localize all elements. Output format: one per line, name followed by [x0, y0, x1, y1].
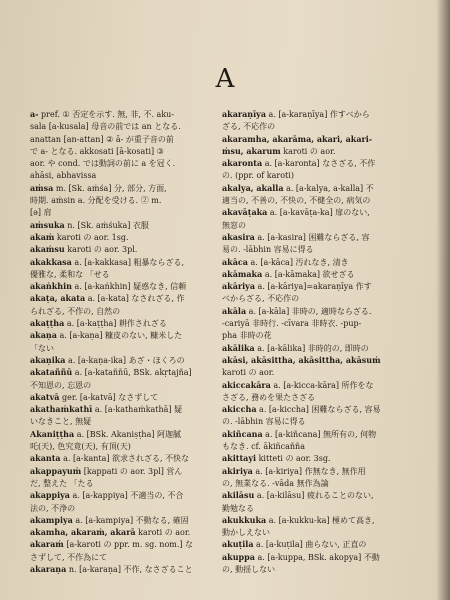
definition-text: a. [a-kanta] 欲求されざる, 不快な	[60, 454, 190, 464]
entry-line	[222, 145, 412, 157]
entry-line	[30, 182, 220, 194]
right-column	[222, 108, 412, 575]
definition-text: a. [a-kāla] 非時の, 適時ならざる.	[246, 306, 372, 316]
definition-text: aor. や cond. では動詞の前に a を冠く.	[30, 159, 176, 169]
headword: akilāsu	[222, 490, 255, 501]
entry-line	[30, 440, 220, 452]
headword: akataññū	[30, 367, 73, 378]
definition-text: karoti の aor. 1sg.	[54, 232, 129, 242]
definition-text: 不知恩の, 忘恩の	[30, 380, 92, 390]
headword: aṁsuka	[30, 219, 65, 230]
entry-line	[222, 243, 412, 255]
definition-text: 時期. aṁsin a. 分配を受ける. ② m.	[30, 196, 162, 206]
definition-text: 無窓の	[222, 220, 246, 230]
definition-text: pha 非時の花	[222, 331, 272, 341]
headword: akaṅkhin	[30, 281, 72, 292]
entry-line	[30, 403, 220, 415]
definition-text: 吒(天), 色究竟(天), 有頂(天)	[30, 442, 131, 452]
definition-text: a. [a-kaṇa-ika] あざ・ほくろの	[65, 355, 185, 365]
entry-line	[222, 403, 412, 415]
entry-line	[30, 219, 220, 231]
entry-line	[30, 133, 220, 145]
section-letter: A	[215, 64, 235, 94]
entry-line	[30, 329, 220, 341]
definition-text: 易の. -lābhin 容易に得る	[222, 245, 314, 255]
headword: akappayuṁ	[30, 465, 82, 476]
entry-line	[30, 551, 220, 563]
definition-text: べからざる, 不応作の	[222, 294, 300, 304]
headword: akavāṭaka	[222, 207, 268, 218]
entry-line	[30, 194, 220, 206]
definition-text: a. [a-kataññū, BSk. akṛtajña]	[72, 368, 192, 378]
definition-text: 勤勉なる	[222, 503, 254, 513]
entry-line	[222, 391, 412, 403]
headword: akanta	[30, 453, 61, 464]
definition-text: a. [a-karaṇīya] 作すべから	[266, 110, 370, 119]
entry-line	[30, 317, 220, 329]
definition-text: さずして, 不作為にて	[30, 552, 108, 562]
entry-line	[30, 489, 220, 501]
entry-line	[222, 551, 412, 563]
definition-text: karoti の aor.	[280, 146, 336, 156]
definition-text: [ǝ] 肩	[30, 208, 52, 218]
definition-text: ahāsi, abhavissa	[30, 171, 97, 181]
headword: akiñcana	[222, 428, 263, 439]
entry-line	[222, 268, 412, 280]
definition-text: pref. ① 否定を示す. 無, 非, 不. aku-	[38, 110, 175, 119]
entry-line	[30, 563, 220, 575]
left-column	[30, 108, 220, 575]
entry-line	[222, 563, 412, 575]
headword: akiriya	[222, 465, 253, 476]
definition-text: で a- となる. akkosati [ā-kosati] ③	[30, 146, 164, 156]
definition-text: a. [a-kukku-ka] 極めて高き,	[266, 515, 375, 525]
headword: akasira	[222, 231, 255, 242]
entry-line	[30, 477, 220, 489]
entry-line	[222, 415, 412, 427]
headword: akaṭṭha	[30, 318, 65, 329]
definition-text: a. [a-kuṭila] 曲らない, 正直の	[253, 540, 367, 550]
entry-line	[222, 317, 412, 329]
entry-line	[222, 329, 412, 341]
entry-line	[222, 477, 412, 489]
definition-text: 「ない	[30, 343, 54, 353]
entry-line	[222, 182, 412, 194]
entry-line	[30, 231, 220, 243]
entry-line	[222, 502, 412, 514]
definition-text: a. [a-kāriya]=akaraṇīya 作す	[255, 282, 372, 292]
definition-text: の, 動揺しない	[222, 564, 276, 574]
headword: akaṁsu	[30, 244, 65, 255]
entry-line	[222, 133, 412, 145]
entry-line	[222, 354, 412, 366]
definition-text: a. [a-kiñcana] 無所有の, 何物	[262, 429, 377, 439]
headword: akittayi	[222, 453, 257, 464]
definition-text: a. [a-kaṅkhin] 疑惑なき, 信頼	[71, 282, 187, 292]
entry-line	[222, 206, 412, 218]
definition-text: a. [a-kalya, a-kalla] 不	[283, 183, 374, 193]
definition-text: n. [a-karaṇa] 不作, なさざること	[66, 564, 193, 574]
definition-text: a. [a-kāmaka] 欲せざる	[262, 269, 355, 279]
definition-text: a. [a-kuppa, BSk. akopya] 不動	[254, 552, 380, 562]
headword: akamha, akaraṁ, akarā	[30, 527, 136, 538]
entry-line	[222, 514, 412, 526]
entry-line	[222, 219, 412, 231]
headword: akāriya	[222, 281, 255, 292]
definition-text: a. [a-kathaṁkathā] 疑	[92, 405, 183, 415]
entry-line	[30, 120, 220, 132]
entry-line	[30, 502, 220, 514]
headword: akiccha	[222, 404, 257, 415]
definition-text: a. [BSk. Akaniṣṭha] 阿迦膩	[74, 429, 182, 439]
definition-text: a. [a-kakkasa] 粗暴ならざる,	[71, 257, 185, 267]
definition-text: kitteti の aor. 3sg.	[256, 454, 331, 464]
definition-text: a. [a-kampiya] 不動なる, 確固	[72, 515, 189, 525]
entry-line	[222, 366, 412, 378]
definition-text: a. [a-kilāsu] 疲れることのない,	[254, 491, 374, 501]
headword: akuṭila	[222, 539, 254, 550]
entry-line	[222, 465, 412, 477]
entry-line	[30, 526, 220, 538]
entry-line	[30, 157, 220, 169]
entry-line	[30, 391, 220, 403]
headword: akāmaka	[222, 268, 263, 279]
entry-line	[30, 354, 220, 366]
entry-line	[222, 157, 412, 169]
definition-text: a. [a-kiriya] 作無なき, 無作用	[252, 466, 366, 476]
entry-line	[30, 465, 220, 477]
headword: akuppa	[222, 551, 255, 562]
entry-line	[30, 538, 220, 550]
definition-text: a. [a-kālika] 非時的の, 即時の	[254, 343, 369, 353]
headword: akaṇa	[30, 330, 57, 341]
entry-line	[30, 280, 220, 292]
definition-text: 法の, 不浄の	[30, 503, 76, 513]
headword: akalya, akalla	[222, 182, 284, 193]
definition-text: 動かしえない	[222, 528, 270, 538]
definition-text: いなきこと, 無疑	[30, 417, 92, 427]
definition-text: a. [a-kāca] 汚れなき, 清き	[247, 257, 349, 267]
headword: akaraṁ	[30, 539, 64, 550]
definition-text: a. [a-kaṇa] 糠皮のない, 糠米した	[56, 331, 183, 341]
entry-line	[30, 145, 220, 157]
page-edge-shadow	[436, 0, 450, 600]
headword: akatvā	[30, 391, 60, 402]
definition-text: a. [a-kiccha] 困難ならざる, 容易	[256, 405, 381, 415]
entry-line	[222, 292, 412, 304]
entry-line	[222, 526, 412, 538]
definition-text: m. [Sk. aṁśa] 分, 部分, 方面,	[53, 183, 167, 193]
entry-line	[30, 243, 220, 255]
entry-line	[30, 256, 220, 268]
definition-text: a. [a-kicca-kāra] 所作をな	[270, 380, 374, 390]
headword: akaramha, akarāma, akari, akari-	[222, 133, 373, 144]
headword: akaraṇa	[30, 563, 67, 574]
headword: akaṭa, akata	[30, 293, 86, 304]
entry-line	[222, 108, 412, 120]
definition-text: a. [a-kappiya] 不適当の, 不合	[69, 491, 184, 501]
definition-text: ざる, 不応作の	[222, 122, 276, 132]
headword: akāsi, akāsittha, akāsittha, akāsuṁ	[222, 354, 381, 365]
headword: akappiya	[30, 490, 70, 501]
entry-line	[30, 292, 220, 304]
entry-line	[222, 120, 412, 132]
headword: ṁsu, akarum	[222, 145, 281, 156]
definition-text: sala [a-kusala] 母音の前では an となる.	[30, 122, 181, 132]
definition-text: -cariyā 非時行. -cīvara 非時衣. -pup-	[222, 319, 362, 329]
headword: akakkasa	[30, 256, 72, 267]
definition-text: られざる, 不作の, 自然の	[30, 306, 121, 316]
definition-text: a. [a-karonta] なさざる, 不作	[262, 159, 376, 169]
entry-line	[222, 231, 412, 243]
definition-text: 優雅な, 柔和な 「せる	[30, 269, 110, 279]
headword: aṁsa	[30, 182, 54, 193]
definition-text: もなき. cf. ākiñcañña	[222, 442, 305, 452]
headword: akaṁ	[30, 231, 55, 242]
headword: akathaṁkathī	[30, 404, 93, 415]
entry-line	[222, 489, 412, 501]
headword: akukkuka	[222, 514, 267, 525]
entry-line	[222, 256, 412, 268]
definition-text: [kappati の aor. 3pl] 営ん	[81, 466, 183, 476]
entry-line	[30, 415, 220, 427]
definition-text: の, 無業なる. -vāda 無作為論	[222, 478, 329, 488]
definition-text: ger. [a-katvā] なさずして	[59, 392, 159, 402]
entry-line	[222, 538, 412, 550]
definition-text: a. [a-kavāṭa-ka] 扉のない,	[267, 208, 370, 218]
headword: akaronta	[222, 158, 263, 169]
definition-text: a. [a-kaṭṭha] 耕作されざる	[64, 319, 167, 329]
entry-line	[30, 452, 220, 464]
headword: Akaniṭṭha	[30, 428, 75, 439]
entry-line	[222, 194, 412, 206]
headword: akaṇika	[30, 354, 66, 365]
entry-line	[222, 305, 412, 317]
definition-text: karoti の aor.	[222, 368, 275, 378]
entry-line	[222, 440, 412, 452]
definition-text: だ, 整えた 「たる	[30, 478, 94, 488]
entry-line	[222, 452, 412, 464]
headword: a-	[30, 109, 39, 119]
definition-text: karoti の aor.	[135, 528, 191, 538]
entry-line	[30, 169, 220, 181]
headword: akiccakāra	[222, 379, 271, 390]
entry-line	[30, 108, 220, 120]
definition-text: karoti の aor. 3pl.	[64, 245, 138, 255]
definition-text: の. (ppr. of karoti)	[222, 171, 294, 181]
entry-line	[222, 379, 412, 391]
entry-line	[30, 206, 220, 218]
definition-text: a. [a-kasira] 困難ならざる, 容	[254, 232, 370, 242]
entry-line	[30, 514, 220, 526]
entry-line	[30, 366, 220, 378]
headword: akālika	[222, 342, 255, 353]
definition-text: anattan [an-attan] ② ā- が重子音の前	[30, 134, 174, 144]
definition-text: 適当の, 不善の, 不快の, 不健全の, 病気の	[222, 196, 371, 206]
headword: akāla	[222, 305, 247, 316]
headword: akaraṇīya	[222, 109, 266, 119]
entry-line	[222, 428, 412, 440]
headword: akāca	[222, 256, 248, 267]
headword: akampiya	[30, 514, 73, 525]
definition-text: の. -lābhin 容易に得る	[222, 417, 306, 427]
definition-text: さざる, 務めを果たさざる	[222, 392, 316, 402]
entry-line	[30, 428, 220, 440]
definition-text: [a-karoti の ppr. m. sg. nom.] な	[63, 540, 194, 550]
definition-text: a. [a-kata] なされざる, 作	[85, 294, 185, 304]
entry-line	[222, 342, 412, 354]
definition-text: n. [Sk. aṁśuka] 衣服	[64, 220, 149, 230]
entry-line	[222, 280, 412, 292]
entry-line	[30, 342, 220, 354]
entry-line	[222, 169, 412, 181]
entry-line	[30, 305, 220, 317]
entry-line	[30, 379, 220, 391]
entry-line	[30, 268, 220, 280]
